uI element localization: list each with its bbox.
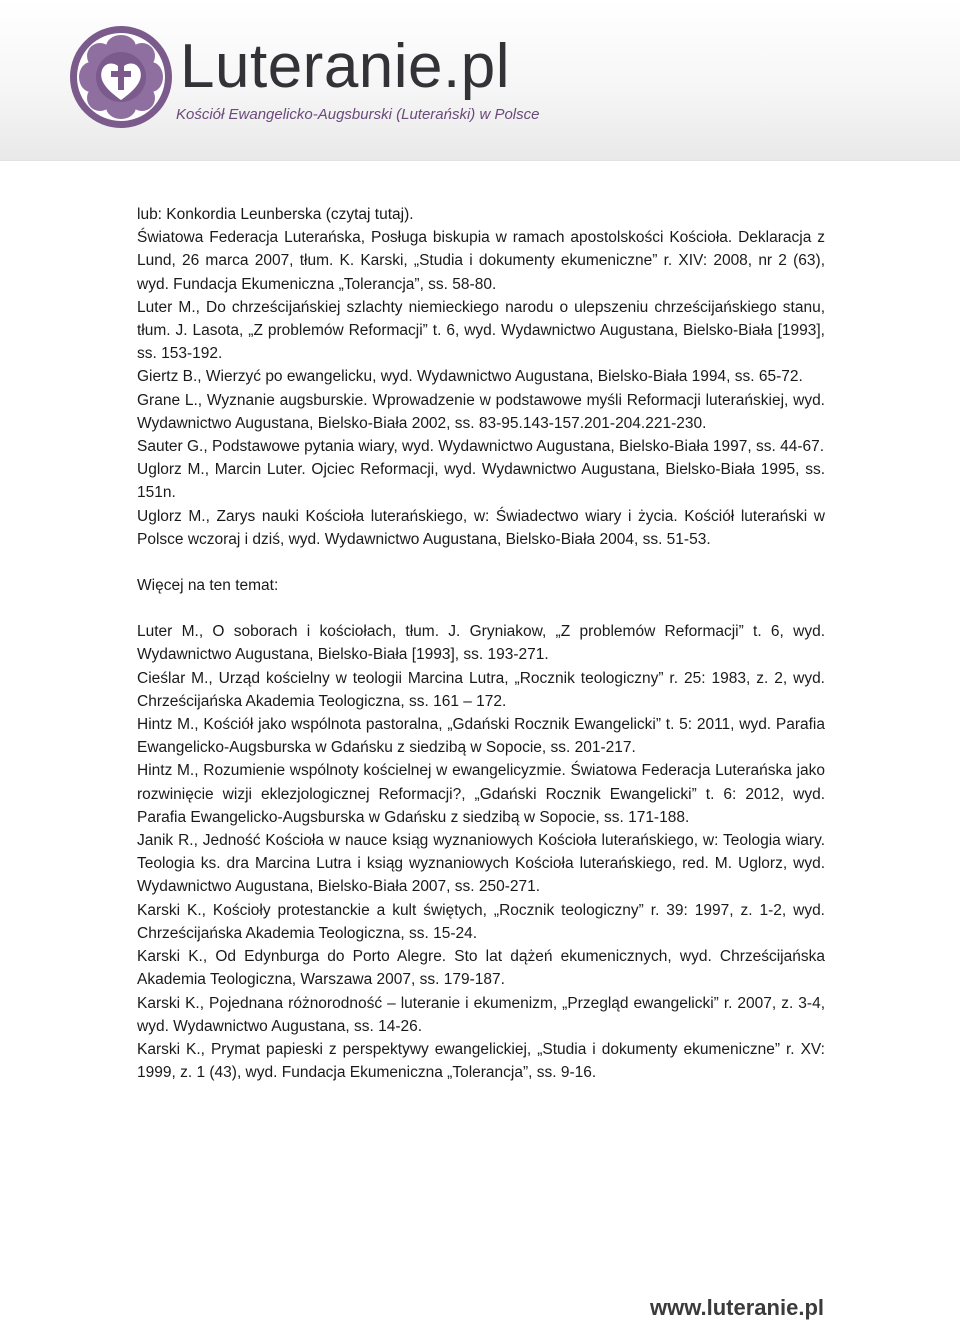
bibliography-entry: Grane L., Wyznanie augsburskie. Wprowadzenie w podstawowe myśli Reformacji luterańskiej, wyd. Wydawnictwo Augustana, Bielsko-Biała 2002, ss. 83-95.143-157.201-204.221-230. [137,391,825,432]
footer-website-link[interactable]: www.luteranie.pl [650,1295,824,1320]
further-reading-entry: Karski K., Od Edynburga do Porto Alegre. Sto lat dążeń ekumenicznych, wyd. Chrześcijańska Akademia Teologiczna, Warszawa 2007, ss. 179-187. [137,948,825,989]
document-body [137,203,825,1084]
further-reading-entry: Hintz M., Kościół jako wspólnota pastoralna, „Gdański Rocznik Ewangelicki” t. 5: 2011, wyd. Parafia Ewangelicko-Augsburska w Gdańsku z siedzibą w Sopocie, ss. 201-217. [137,716,825,757]
bibliography-entry: Luter M., Do chrześcijańskiej szlachty niemieckiego narodu o ulepszeniu chrześcijańskiego stanu, tłum. J. Lasota, „Z problemów Reformacji” t. 6, wyd. Wydawnictwo Augustana, Bielsko-Biała [1993], ss. 153-192. [137,298,825,363]
section-spacer [137,597,825,620]
bibliography-entry: Uglorz M., Marcin Luter. Ojciec Reformacji, wyd. Wydawnictwo Augustana, Bielsko-Biała 1995, ss. 151n. [137,461,825,502]
further-reading-entry: Karski K., Kościoły protestanckie a kult świętych, „Rocznik teologiczny” r. 39: 1997, z. 1-2, wyd. Chrześcijańska Akademia Teologiczna, ss. 15-24. [137,901,825,942]
page-header [0,0,960,161]
bibliography-entry: Uglorz M., Zarys nauki Kościoła luterańskiego, w: Świadectwo wiary i życia. Kościół luterański w Polsce wczoraj i dziś, wyd. Wydawnictwo Augustana, Bielsko-Biała 2004, ss. 51-53. [137,507,825,548]
further-reading-entry: Karski K., Prymat papieski z perspektywy ewangelickiej, „Studia i dokumenty ekumeniczne” r. XV: 1999, z. 1 (43), wyd. Fundacja Ekumeniczna „Tolerancja”, ss. 9-16. [137,1040,825,1082]
bibliography-entry: lub: Konkordia Leunberska (czytaj tutaj). [137,206,414,223]
more-on-topic-heading: Więcej na ten temat: [137,577,279,595]
further-reading-entry: Janik R., Jedność Kościoła w nauce ksiąg wyznaniowych Kościoła luterańskiego, w: Teologia wiary. Teologia ks. dra Marcina Lutra i ksiąg wyznaniowych Kościoła luterańskiego, red. M. Uglorz, wyd. Wydawnictwo Augustana, Bielsko-Biała 2007, ss. 250-271. [137,832,825,896]
bibliography-entry: Giertz B., Wierzyć po ewangelicku, wyd. Wydawnictwo Augustana, Bielsko-Biała 1994, ss. 65-72. [137,368,803,386]
section-spacer [137,551,825,574]
bibliography-entry: Światowa Federacja Luterańska, Posługa biskupia w ramach apostolskości Kościoła. Deklaracja z Lund, 26 marca 2007, tłum. K. Karski, „Studia i dokumenty ekumeniczne” r. XIV: 2008, nr 2 (63), wyd. Fundacja Ekumeniczna „Tolerancja”, ss. 58-80. [137,229,825,293]
further-reading-entry: Cieślar M., Urząd kościelny w teologii Marcina Lutra, „Rocznik teologiczny” r. 25: 1983, z. 2, wyd. Chrześcijańska Akademia Teologiczna, ss. 161 – 172. [137,669,825,710]
further-reading-entry: Luter M., O soborach i kościołach, tłum. J. Gryniakow, „Z problemów Reformacji” t. 6, wyd. Wydawnictwo Augustana, Bielsko-Biała [1993], ss. 193-271. [137,623,825,664]
brand-tagline: Kościół Ewangelicko-Augsburski (Luterański) w Polsce [176,106,540,123]
brand-name: Luteranie.pl [180,32,511,101]
bibliography-entry: Sauter G., Podstawowe pytania wiary, wyd. Wydawnictwo Augustana, Bielsko-Biała 1997, ss. 44-67. [137,438,825,456]
further-reading-entry: Hintz M., Rozumienie wspólnoty kościelnej w ewangelicyzmie. Światowa Federacja Luterańska jako rozwinięcie wizji eklezjologicznej Reformacji?, „Gdański Rocznik Ewangelicki” t. 6: 2012, wyd. Parafia Ewangelicko-Augsburska w Gdańsku z siedzibą w Sopocie, ss. 171-188. [137,762,825,826]
luther-rose-icon [68,24,174,130]
further-reading-entry: Karski K., Pojednana różnorodność – luteranie i ekumenizm, „Przegląd ewangelicki” r. 2007, z. 3-4, wyd. Wydawnictwo Augustana, ss. 14-26. [137,994,825,1035]
